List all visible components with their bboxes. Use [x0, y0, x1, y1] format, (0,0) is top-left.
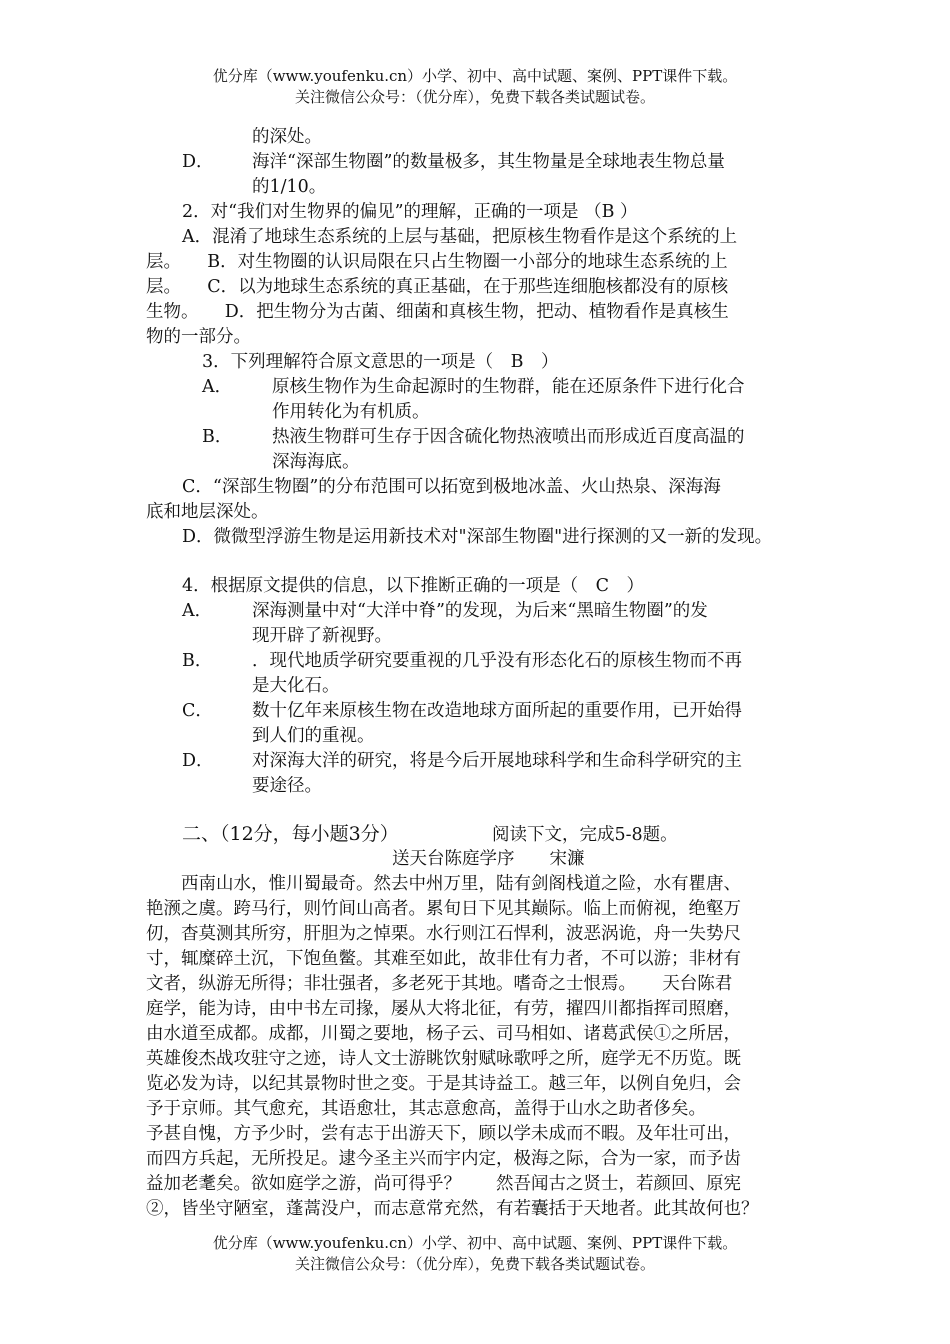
q1-option-c-tail: 的深处。	[252, 127, 322, 147]
q1-option-d-line-2: 的1/10。	[252, 177, 327, 197]
q2-line-2: 层。 B．对生物圈的认识局限在只占生物圈一小部分的地球生态系统的上	[146, 252, 728, 272]
section-2-instruction: 阅读下文，完成5-8题。	[492, 825, 678, 845]
q3-option-c-line-2: 底和地层深处。	[146, 502, 269, 522]
q4-option-c-line-2: 到人们的重视。	[252, 726, 375, 746]
passage-line: 益加老耄矣。欲如庭学之游，尚可得乎？ 然吾闻古之贤士，若颜回、原宪	[146, 1174, 741, 1194]
passage-line: 予于京师。其气愈充，其语愈壮，其志意愈高，盖得于山水之助者侈矣。	[146, 1099, 706, 1119]
passage-line: 艳滪之虞。跨马行，则竹间山高者。累旬日下见其巅际。临上而俯视，绝壑万	[146, 899, 741, 919]
passage-line: 寸，辄糜碎土沉，下饱鱼鳖。其难至如此，故非仕有力者，不可以游；非材有	[146, 949, 741, 969]
passage-line: 览必发为诗，以纪其景物时世之变。于是其诗益工。越三年，以例自免归，会	[146, 1074, 741, 1094]
q4-option-c-line-1: 数十亿年来原核生物在改造地球方面所起的重要作用，已开始得	[252, 701, 742, 721]
q3-option-a-label: A．	[202, 377, 233, 397]
passage-line: 英雄俊杰战攻驻守之迹，诗人文士游眺饮射赋咏歌呼之所，庭学无不历览。既	[146, 1049, 741, 1069]
q3-option-d-line: D．微微型浮游生物是运用新技术对"深部生物圈"进行探测的又一新的发现。	[182, 527, 773, 547]
q4-option-d-label: D．	[182, 751, 214, 771]
passage-line: ②，皆坐守陋室，蓬蒿没户，而志意常充然，有若囊括于天地者。此其故何也？	[146, 1199, 759, 1219]
passage-line: 庭学，能为诗，由中书左司掾，屡从大将北征，有劳，擢四川都指挥司照磨，	[146, 999, 741, 1019]
q4-option-c-label: C．	[182, 701, 213, 721]
q4-option-b-line-1: ．现代地质学研究要重视的几乎没有形态化石的原核生物而不再	[252, 651, 742, 671]
page-header-line-1: 优分库（www.youfenku.cn）小学、初中、高中试题、案例、PPT课件下载。	[212, 67, 738, 85]
q3-option-b-line-2: 深海海底。	[272, 452, 360, 472]
q4-option-b-line-2: 是大化石。	[252, 676, 340, 696]
q2-line-5: 物的一部分。	[146, 327, 251, 347]
page-footer-line-1: 优分库（www.youfenku.cn）小学、初中、高中试题、案例、PPT课件下载。	[212, 1234, 738, 1252]
page-footer-line-2: 关注微信公众号：（优分库），免费下载各类试题试卷。	[294, 1255, 655, 1273]
q3-option-a-line-2: 作用转化为有机质。	[272, 402, 430, 422]
q4-option-a-line-1: 深海测量中对“大洋中脊”的发现，为后来“黑暗生物圈”的发	[252, 601, 708, 621]
q4-option-d-line-1: 对深海大洋的研究，将是今后开展地球科学和生命科学研究的主	[252, 751, 742, 771]
passage-line: 文者，纵游无所得；非壮强者，多老死于其地。嗜奇之士恨焉。 天台陈君	[146, 974, 733, 994]
q3-option-a-line-1: 原核生物作为生命起源时的生物群，能在还原条件下进行化合	[272, 377, 745, 397]
passage-line: 西南山水，惟川蜀最奇。然去中州万里，陆有剑阁栈道之险，水有瞿唐、	[146, 874, 741, 894]
q4-option-b-label: B．	[182, 651, 213, 671]
passage-line: 予甚自愧，方予少时，尝有志于出游天下，顾以学未成而不暇。及年壮可出，	[146, 1124, 741, 1144]
passage-line: 由水道至成都。成都，川蜀之要地，杨子云、司马相如、诸葛武侯①之所居，	[146, 1024, 741, 1044]
passage-line: 仞，杳莫测其所穷，肝胆为之悼栗。水行则江石悍利，波恶涡诡，舟一失势尺	[146, 924, 741, 944]
q2-line-1: A．混淆了地球生态系统的上层与基础，把原核生物看作是这个系统的上	[182, 227, 738, 247]
q2-line-3: 层。 C．以为地球生态系统的真正基础，在于那些连细胞核都没有的原核	[146, 277, 729, 297]
q3-stem: 3．下列理解符合原文意思的一项是（ B ）	[202, 352, 559, 372]
page-header-line-2: 关注微信公众号：（优分库），免费下载各类试题试卷。	[294, 88, 655, 106]
q3-option-c-line-1: C．“深部生物圈”的分布范围可以拓宽到极地冰盖、火山热泉、深海海	[182, 477, 721, 497]
q2-stem: 2．对“我们对生物界的偏见”的理解，正确的一项是 （B ）	[182, 202, 638, 222]
q1-option-d-line-1: 海洋“深部生物圈”的数量极多，其生物量是全球地表生物总量	[252, 152, 725, 172]
q3-option-b-label: B．	[202, 427, 233, 447]
q4-option-d-line-2: 要途径。	[252, 776, 322, 796]
q1-option-d-label: D．	[182, 152, 214, 172]
q4-stem: 4．根据原文提供的信息，以下推断正确的一项是（ C ）	[182, 576, 645, 596]
passage-title: 送天台陈庭学序 宋濂	[392, 849, 585, 869]
q3-option-b-line-1: 热液生物群可生存于因含硫化物热液喷出而形成近百度高温的	[272, 427, 745, 447]
section-2-title: 二、（12分，每小题3分）	[182, 823, 399, 845]
passage-line: 而四方兵起，无所投足。逮今圣主兴而宇内定，极海之际，合为一家，而予齿	[146, 1149, 741, 1169]
q4-option-a-line-2: 现开辟了新视野。	[252, 626, 392, 646]
q2-line-4: 生物。 D．把生物分为古菌、细菌和真核生物，把动、植物看作是真核生	[146, 302, 729, 322]
q4-option-a-label: A．	[182, 601, 213, 621]
